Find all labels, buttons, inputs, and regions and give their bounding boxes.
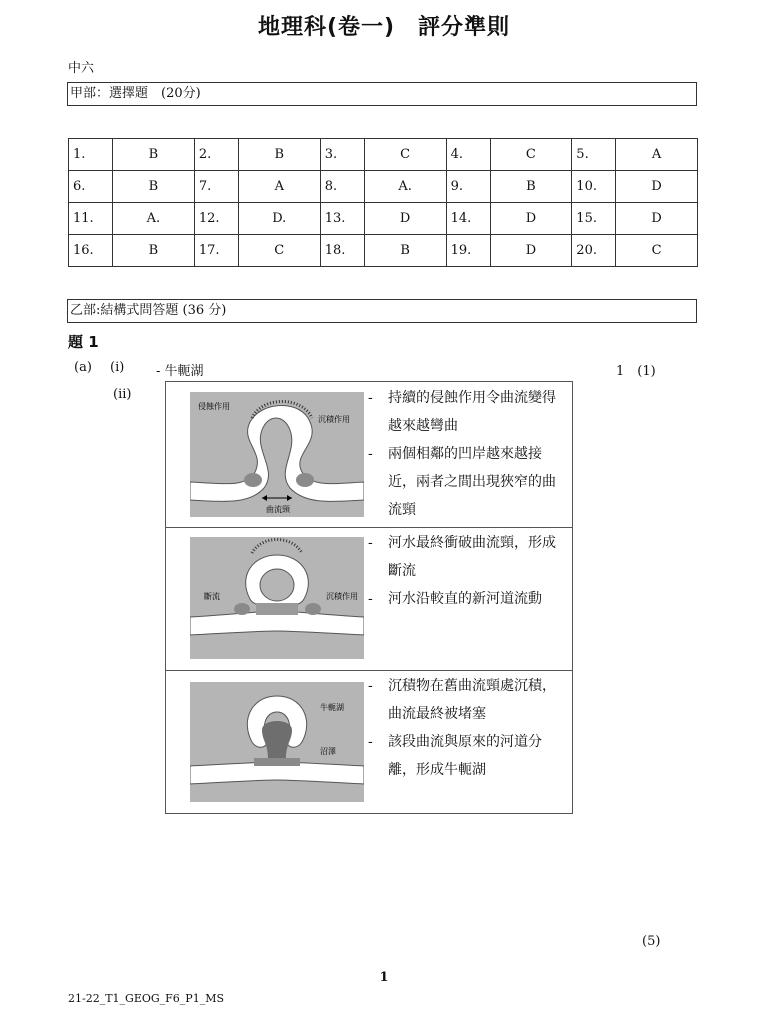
stage-1-note-1: - 持續的侵蝕作用令曲流變得越來越彎曲 [368, 390, 556, 434]
question-number: 18. [320, 235, 364, 267]
question-number: 8. [320, 171, 364, 203]
answer-letter: A [616, 139, 698, 171]
marks-ii: (5) [642, 934, 661, 949]
answer-letter: B [112, 139, 194, 171]
mc-row [69, 235, 698, 267]
question-number: 10. [572, 171, 616, 203]
question-number: 20. [572, 235, 616, 267]
question-number: 16. [69, 235, 113, 267]
question-label: 題 1 [68, 333, 99, 351]
oxbow-lake-diagram [165, 381, 573, 814]
answer-letter: C [364, 139, 446, 171]
answer-letter: D [616, 203, 698, 235]
question-number: 17. [194, 235, 238, 267]
answer-letter: D [490, 203, 572, 235]
stage-2-note-2: - 河水沿較直的新河道流動 [368, 591, 542, 607]
question-number: 14. [446, 203, 490, 235]
school-label: 中六 [68, 61, 95, 76]
answer-letter: C [490, 139, 572, 171]
answer-letter: B [490, 171, 572, 203]
answer-letter: B [238, 139, 320, 171]
page-title: 地理科(卷一) 評分準則 [257, 15, 511, 40]
question-number: 4. [446, 139, 490, 171]
stage3-oxbow-label: 牛軛湖 [320, 703, 344, 712]
question-number: 15. [572, 203, 616, 235]
mc-row [69, 139, 698, 171]
question-number: 13. [320, 203, 364, 235]
sub-ii-label: (ii) [113, 387, 132, 402]
stage-3-row [166, 670, 572, 813]
stage1-erosion-label: 侵蝕作用 [198, 402, 230, 411]
stage-3-note-1: - 沉積物在舊曲流頸處沉積，曲流最終被堵塞 [368, 678, 556, 722]
answer-letter: C [238, 235, 320, 267]
stage2-deposition-label: 沉積作用 [326, 592, 358, 601]
answer-letter: D. [238, 203, 320, 235]
stage2-cutoff-label: 斷流 [204, 592, 220, 601]
stage-3-notes [368, 672, 568, 784]
question-number: 5. [572, 139, 616, 171]
stage-1-illustration [190, 392, 364, 517]
question-number: 12. [194, 203, 238, 235]
marks-i: 1 (1) [616, 364, 656, 379]
section-a-header: 甲部：選擇題 (20分) [67, 82, 697, 106]
answer-letter: B [112, 171, 194, 203]
stage-2-note-1: - 河水最終衝破曲流頸，形成斷流 [368, 535, 556, 579]
answer-letter: A. [364, 171, 446, 203]
question-number: 7. [194, 171, 238, 203]
answer-letter: B [112, 235, 194, 267]
document-code: 21-22_T1_GEOG_F6_P1_MS [68, 992, 224, 1005]
question-number: 6. [69, 171, 113, 203]
section-b-header: 乙部:結構式問答題 (36 分) [67, 299, 697, 323]
question-number: 2. [194, 139, 238, 171]
answer-letter: D [616, 171, 698, 203]
mc-row [69, 171, 698, 203]
question-number: 19. [446, 235, 490, 267]
question-number: 11. [69, 203, 113, 235]
stage-2-notes [368, 529, 568, 613]
answer-letter: D [364, 203, 446, 235]
stage1-deposition-label: 沉積作用 [318, 415, 350, 424]
stage-1-notes [368, 384, 568, 524]
question-number: 9. [446, 171, 490, 203]
answer-i: - 牛軛湖 [156, 364, 204, 379]
stage-1-note-2: - 兩個相鄰的凹岸越來越接近，兩者之間出現狹窄的曲流頸 [368, 446, 556, 518]
answer-letter: B [364, 235, 446, 267]
answer-letter: A. [112, 203, 194, 235]
question-number: 1. [69, 139, 113, 171]
answer-letter: D [490, 235, 572, 267]
stage-3-note-2: - 該段曲流與原來的河道分離，形成牛軛湖 [368, 734, 542, 778]
stage-1-row [166, 382, 572, 528]
mc-answer-table [68, 138, 698, 267]
mc-row [69, 203, 698, 235]
part-a-label: (a) [74, 360, 92, 375]
stage-2-row [166, 527, 572, 671]
stage1-neck-label: 曲流頸 [266, 505, 290, 514]
answer-letter: C [616, 235, 698, 267]
page-number: 1 [379, 970, 389, 985]
stage3-marsh-label: 沼澤 [320, 747, 336, 756]
stage-3-illustration [190, 682, 364, 802]
sub-i-label: (i) [110, 360, 125, 375]
answer-letter: A [238, 171, 320, 203]
question-number: 3. [320, 139, 364, 171]
stage-2-illustration [190, 537, 364, 659]
